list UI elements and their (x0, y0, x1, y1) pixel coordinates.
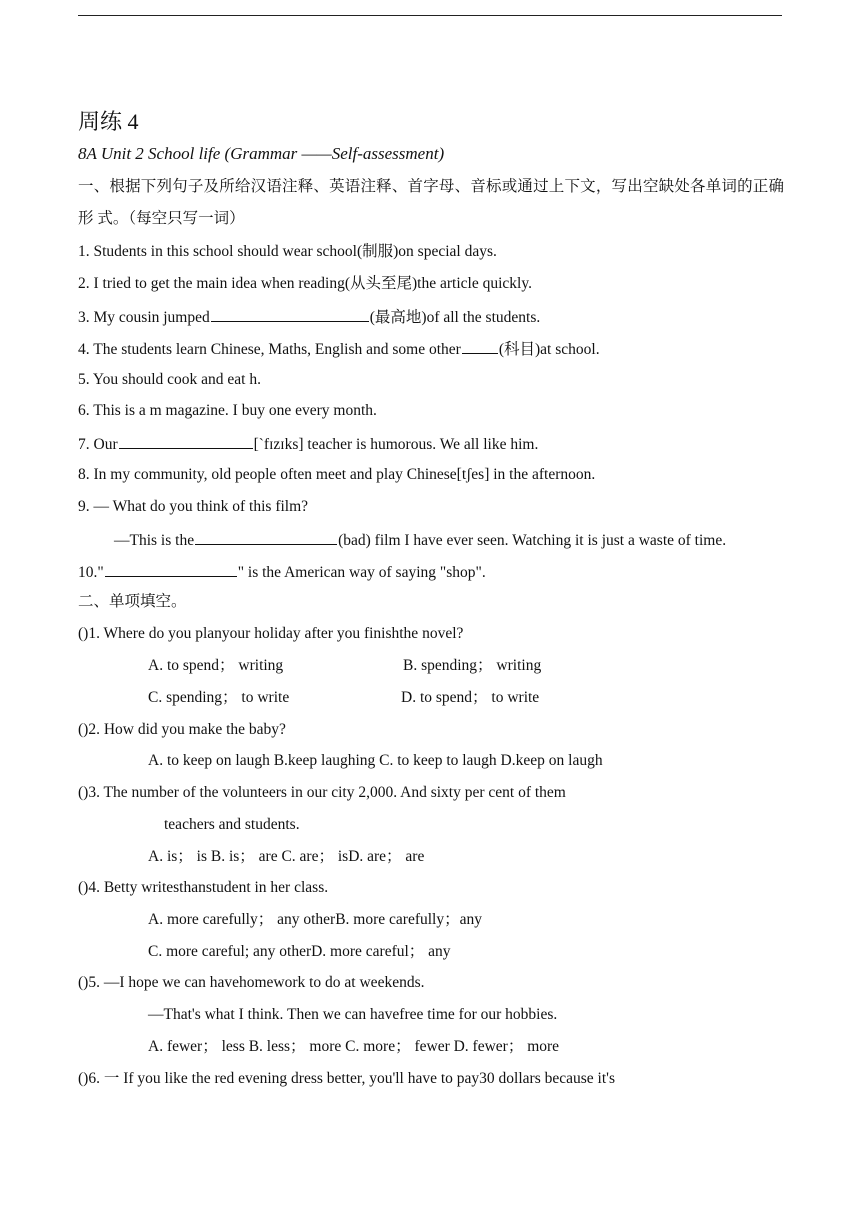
question-item-1: 1. Students in this school should wear school(制服)on special days. (78, 243, 497, 260)
question-item-8: 8. In my community, old people often meet and play Chinese[tʃes] in the afternoon. (78, 466, 596, 483)
mc-q1-option-d: D. to spend； to write (401, 689, 540, 706)
question-item-10 (78, 561, 486, 583)
top-rule (78, 15, 782, 16)
item-10-post: " is the American way of saying "shop". (237, 564, 486, 581)
question-item-9-reply (114, 529, 726, 551)
answer-blank[interactable] (105, 561, 237, 577)
item-10-pre: 10." (78, 564, 104, 581)
question-item-4 (78, 338, 600, 360)
mc-q2-options: A. to keep on laugh B.keep laughing C. to keep to laugh D.keep on laugh (148, 752, 603, 769)
mc-question-5: ()5. —I hope we can havehomework to do at weekends. (78, 974, 425, 991)
mc-question-4: ()4. Betty writesthanstudent in her class. (78, 879, 329, 896)
item-9-pre: —This is the (114, 532, 195, 549)
item-7-pre: 7. Our (78, 436, 118, 453)
answer-blank[interactable] (211, 306, 369, 322)
section1-instruction: 一、根据下列句子及所给汉语注释、英语注释、首字母、音标或通过上下文，写出空缺处各单词的正确形 式。（每空只写一词） (78, 178, 784, 227)
question-item-5: 5. You should cook and eat h. (78, 371, 261, 388)
mc-question-2: ()2. How did you make the baby? (78, 721, 286, 738)
mc-q5-options: A. fewer； less B. less； more C. more； fewer D. fewer； more (148, 1038, 560, 1055)
mc-question-3: ()3. The number of the volunteers in our city 2,000. And sixty per cent of them (78, 784, 566, 801)
item-3-pre: 3. My cousin jumped (78, 309, 210, 326)
mc-q3-continuation: teachers and students. (164, 816, 300, 833)
mc-q4-options-ab: A. more carefully； any otherB. more carefully；any (148, 911, 482, 928)
mc-q5-reply: —That's what I think. Then we can havefree time for our hobbies. (148, 1006, 558, 1023)
mc-q3-options: A. is； is B. is； are C. are； isD. are； are (148, 848, 425, 865)
page-subtitle: 8A Unit 2 School life (Grammar ——Self-assessment) (78, 144, 445, 163)
mc-q1-option-c: C. spending； to write (148, 689, 290, 706)
question-item-3 (78, 306, 540, 328)
item-4-post: (科目)at school. (498, 341, 600, 358)
mc-question-1: ()1. Where do you planyour holiday after you finishthe novel? (78, 625, 464, 642)
question-item-9: 9. — What do you think of this film? (78, 498, 309, 515)
answer-blank[interactable] (195, 529, 337, 545)
item-9-post: (bad) film I have ever seen. Watching it is just a waste of time. (338, 532, 727, 549)
question-item-7 (78, 433, 538, 455)
mc-q1-option-b: B. spending； writing (403, 657, 542, 674)
item-7-post: [`fɪzɪks] teacher is humorous. We all like him. (253, 436, 539, 453)
mc-q4-options-cd: C. more careful; any otherD. more careful； any (148, 943, 451, 960)
section2-heading: 二、单项填空。 (78, 593, 187, 610)
answer-blank[interactable] (462, 338, 498, 354)
page-title: 周练 4 (78, 109, 139, 134)
item-3-post: (最高地)of all the students. (369, 309, 541, 326)
question-item-6: 6. This is a m magazine. I buy one every month. (78, 402, 377, 419)
answer-blank[interactable] (119, 433, 253, 449)
mc-q1-option-a: A. to spend； writing (148, 657, 284, 674)
question-item-2: 2. I tried to get the main idea when reading(从头至尾)the article quickly. (78, 275, 532, 292)
mc-question-6: ()6. 一 If you like the red evening dress better, you'll have to pay30 dollars because it's (78, 1070, 615, 1087)
item-4-pre: 4. The students learn Chinese, Maths, English and some other (78, 341, 461, 358)
